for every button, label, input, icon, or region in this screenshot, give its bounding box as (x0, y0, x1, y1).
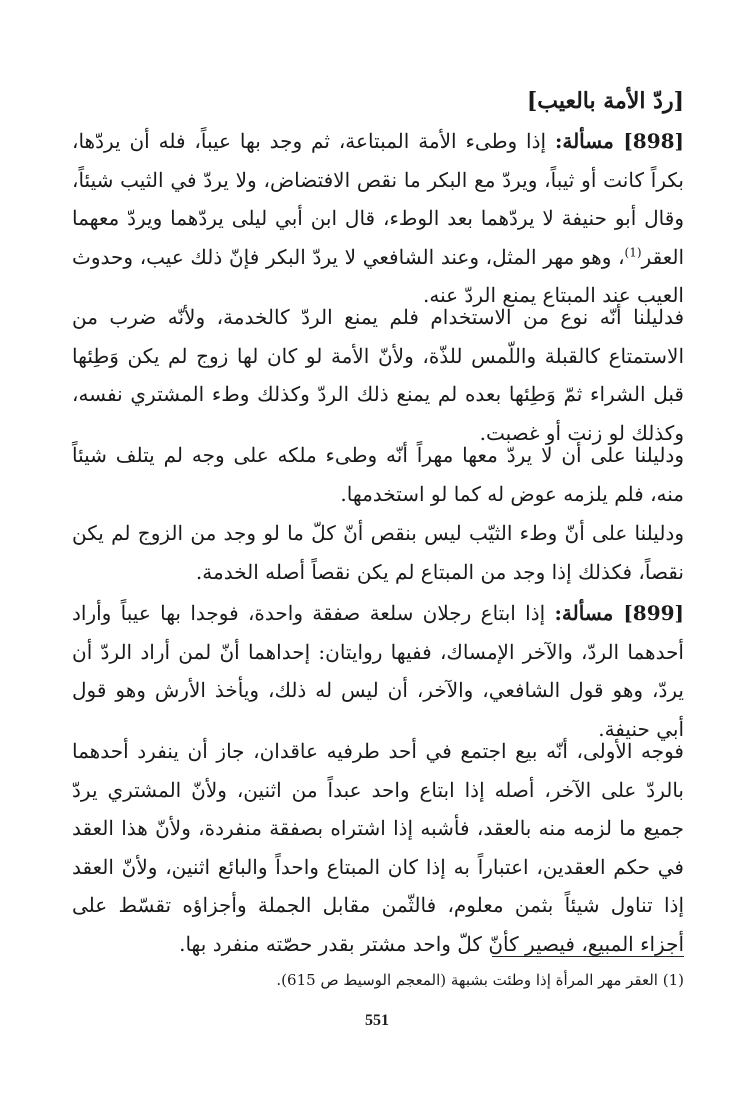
paragraph-898 (72, 122, 684, 315)
section-heading: [ردّ الأمة بالعيب] (526, 88, 684, 114)
paragraph-899 (72, 594, 684, 748)
issue-number-label: [899] مسألة: (554, 601, 685, 625)
paragraph-text: إذا ابتاع رجلان سلعة صفقة واحدة، فوجدا بها عيباً وأراد أحدهما الردّ، والآخر الإمساك، ففيها روايتان: إحداهما أنّ لمن أراد الردّ أن يردّ، وهو قول الشافعي، والآخر، أن ليس له ذلك، ويأخذ الأرش وهو قول أبي حنيفة. (72, 601, 684, 741)
paragraph-evidence-2 (72, 436, 684, 513)
paragraph-text: ودليلنا على أن لا يردّ معها مهراً أنّه وطىء ملكه على وجه لم يتلف شيئاً منه، فلم يلزمه عوض له كما لو استخدمها. (72, 443, 684, 506)
paragraph-text: ودليلنا على أنّ وطء الثيّب ليس بنقص أنّ كلّ ما لو وجد من الزوج لم يكن نقصاً، فكذلك إذا وجد من المبتاع لم يكن نقصاً أصله الخدمة. (72, 521, 684, 584)
paragraph-text: إذا وطىء الأمة المبتاعة، ثم وجد بها عيباً، فله أن يردّها، بكراً كانت أو ثيباً، ويردّ مع البكر ما نقص الافتضاض، ولا يردّ في الثيب شيئاً، وقال أبو حنيفة لا يردّهما بعد الوطء، قال ابن أبي ليلى يردّهما ويردّ معهما العقر (72, 129, 684, 269)
footnote-reference[interactable]: (1) (624, 244, 642, 259)
paragraph-text: ، وهو مهر المثل، وعند الشافعي لا يردّ البكر فإنّ ذلك عيب، وحدوث العيب عند المبتاع يمنع الردّ عنه. (72, 244, 684, 307)
paragraph-text: فدليلنا أنّه نوع من الاستخدام فلم يمنع الردّ كالخدمة، ولأنّه ضرب من الاستمتاع كالقبلة واللّمس للذّة، ولأنّ الأمة لو كان لها زوج لم يكن وَطِئها قبل الشراء ثمّ وَطِئها بعده لم يمنع ذلك الردّ وكذلك وطء المشتري نفسه، وكذلك لو زنت أو غصبت. (72, 305, 684, 445)
paragraph-first-view (72, 732, 684, 963)
paragraph-evidence-1 (72, 298, 684, 452)
paragraph-text: فوجه الأولى، أنّه بيع اجتمع في أحد طرفيه عاقدان، جاز أن ينفرد أحدهما بالردّ على الآخر، أصله إذا ابتاع واحد عبداً من اثنين، ولأنّ المشتري يردّ جميع ما لزمه منه بالعقد، فأشبه إذا اشتراه بصفقة منفردة، ولأنّ هذا العقد في حكم العقدين، اعتباراً به إذا كان المبتاع واحداً والبائع اثنين، ولأنّ العقد إذا تناول شيئاً بثمن معلوم، فالثّمن مقابل الجملة وأجزاؤه تقسّط على أجزاء المبيع، فيصير كأنّ كلّ واحد مشتر بقدر حصّته منفرد بها. (72, 739, 685, 956)
paragraph-evidence-3 (72, 514, 684, 591)
page-number: 551 (365, 1012, 389, 1029)
footnote-divider (492, 956, 684, 957)
issue-number-label: [898] مسألة: (554, 129, 684, 153)
footnote: (1) العقر مهر المرأة إذا وطئت بشبهة (المعجم الوسيط ص 615). (276, 971, 684, 989)
